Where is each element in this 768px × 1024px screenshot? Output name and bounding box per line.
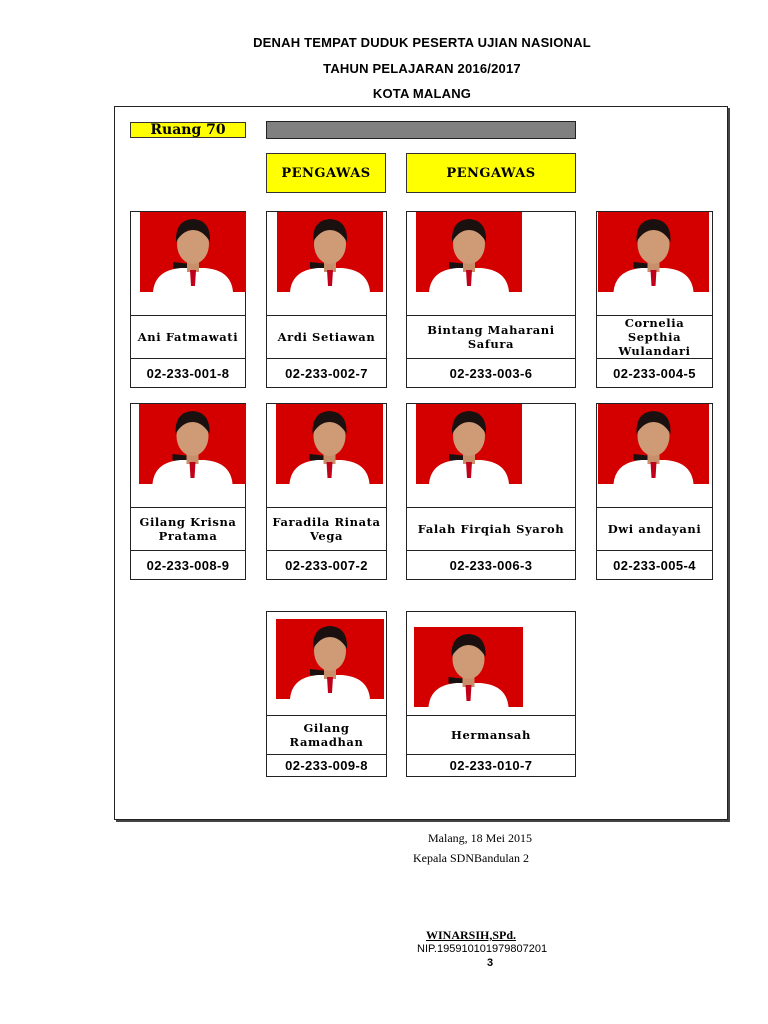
student-number: 02-233-009-8 — [266, 754, 387, 777]
student-number: 02-233-010-7 — [406, 754, 576, 777]
student-card — [266, 403, 387, 580]
student-number: 02-233-003-6 — [406, 358, 576, 388]
student-name: Dwi andayani — [596, 507, 713, 551]
supervisor-desk-1: PENGAWAS — [266, 153, 386, 193]
student-card — [596, 211, 713, 388]
student-name: Ardi Setiawan — [266, 315, 387, 359]
student-name: Faradila Rinata Vega — [266, 507, 387, 551]
whiteboard — [266, 121, 576, 139]
student-card — [596, 403, 713, 580]
student-photo — [598, 404, 709, 484]
student-card — [406, 403, 576, 580]
room-label: Ruang 70 — [130, 122, 246, 138]
signatory-name: WINARSIH,SPd. — [426, 928, 517, 942]
city: KOTA MALANG — [372, 86, 472, 101]
student-card — [266, 611, 387, 777]
student-name: Cornelia Septhia Wulandari — [596, 315, 713, 359]
student-photo — [140, 212, 246, 292]
student-number: 02-233-005-4 — [596, 550, 713, 580]
student-photo — [277, 212, 383, 292]
student-number: 02-233-001-8 — [130, 358, 246, 388]
supervisor-desk-2: PENGAWAS — [406, 153, 576, 193]
student-card — [266, 211, 387, 388]
student-card — [130, 211, 246, 388]
student-name: Gilang Ramadhan — [266, 715, 387, 755]
student-photo — [276, 404, 383, 484]
student-number: 02-233-004-5 — [596, 358, 713, 388]
signatory-nip: NIP.195910101979807201 — [417, 943, 548, 955]
student-card — [406, 211, 576, 388]
student-name: Hermansah — [406, 715, 576, 755]
student-card — [406, 611, 576, 777]
student-photo — [416, 404, 522, 484]
student-number: 02-233-002-7 — [266, 358, 387, 388]
student-number: 02-233-008-9 — [130, 550, 246, 580]
student-name: Ani Fatmawati — [130, 315, 246, 359]
page-number: 3 — [487, 957, 494, 969]
student-photo — [416, 212, 522, 292]
student-photo — [276, 619, 384, 699]
document-title: DENAH TEMPAT DUDUK PESERTA UJIAN NASIONAL — [253, 35, 591, 50]
student-number: 02-233-007-2 — [266, 550, 387, 580]
signatory-position: Kepala SDNBandulan 2 — [413, 851, 529, 865]
student-photo — [139, 404, 246, 484]
student-name: Bintang Maharani Safura — [406, 315, 576, 359]
place-date: Malang, 18 Mei 2015 — [428, 831, 532, 845]
academic-year: TAHUN PELAJARAN 2016/2017 — [323, 61, 521, 76]
student-photo — [598, 212, 709, 292]
student-name: Gilang Krisna Pratama — [130, 507, 246, 551]
student-photo — [414, 627, 523, 707]
student-card — [130, 403, 246, 580]
student-number: 02-233-006-3 — [406, 550, 576, 580]
student-name: Falah Firqiah Syaroh — [406, 507, 576, 551]
